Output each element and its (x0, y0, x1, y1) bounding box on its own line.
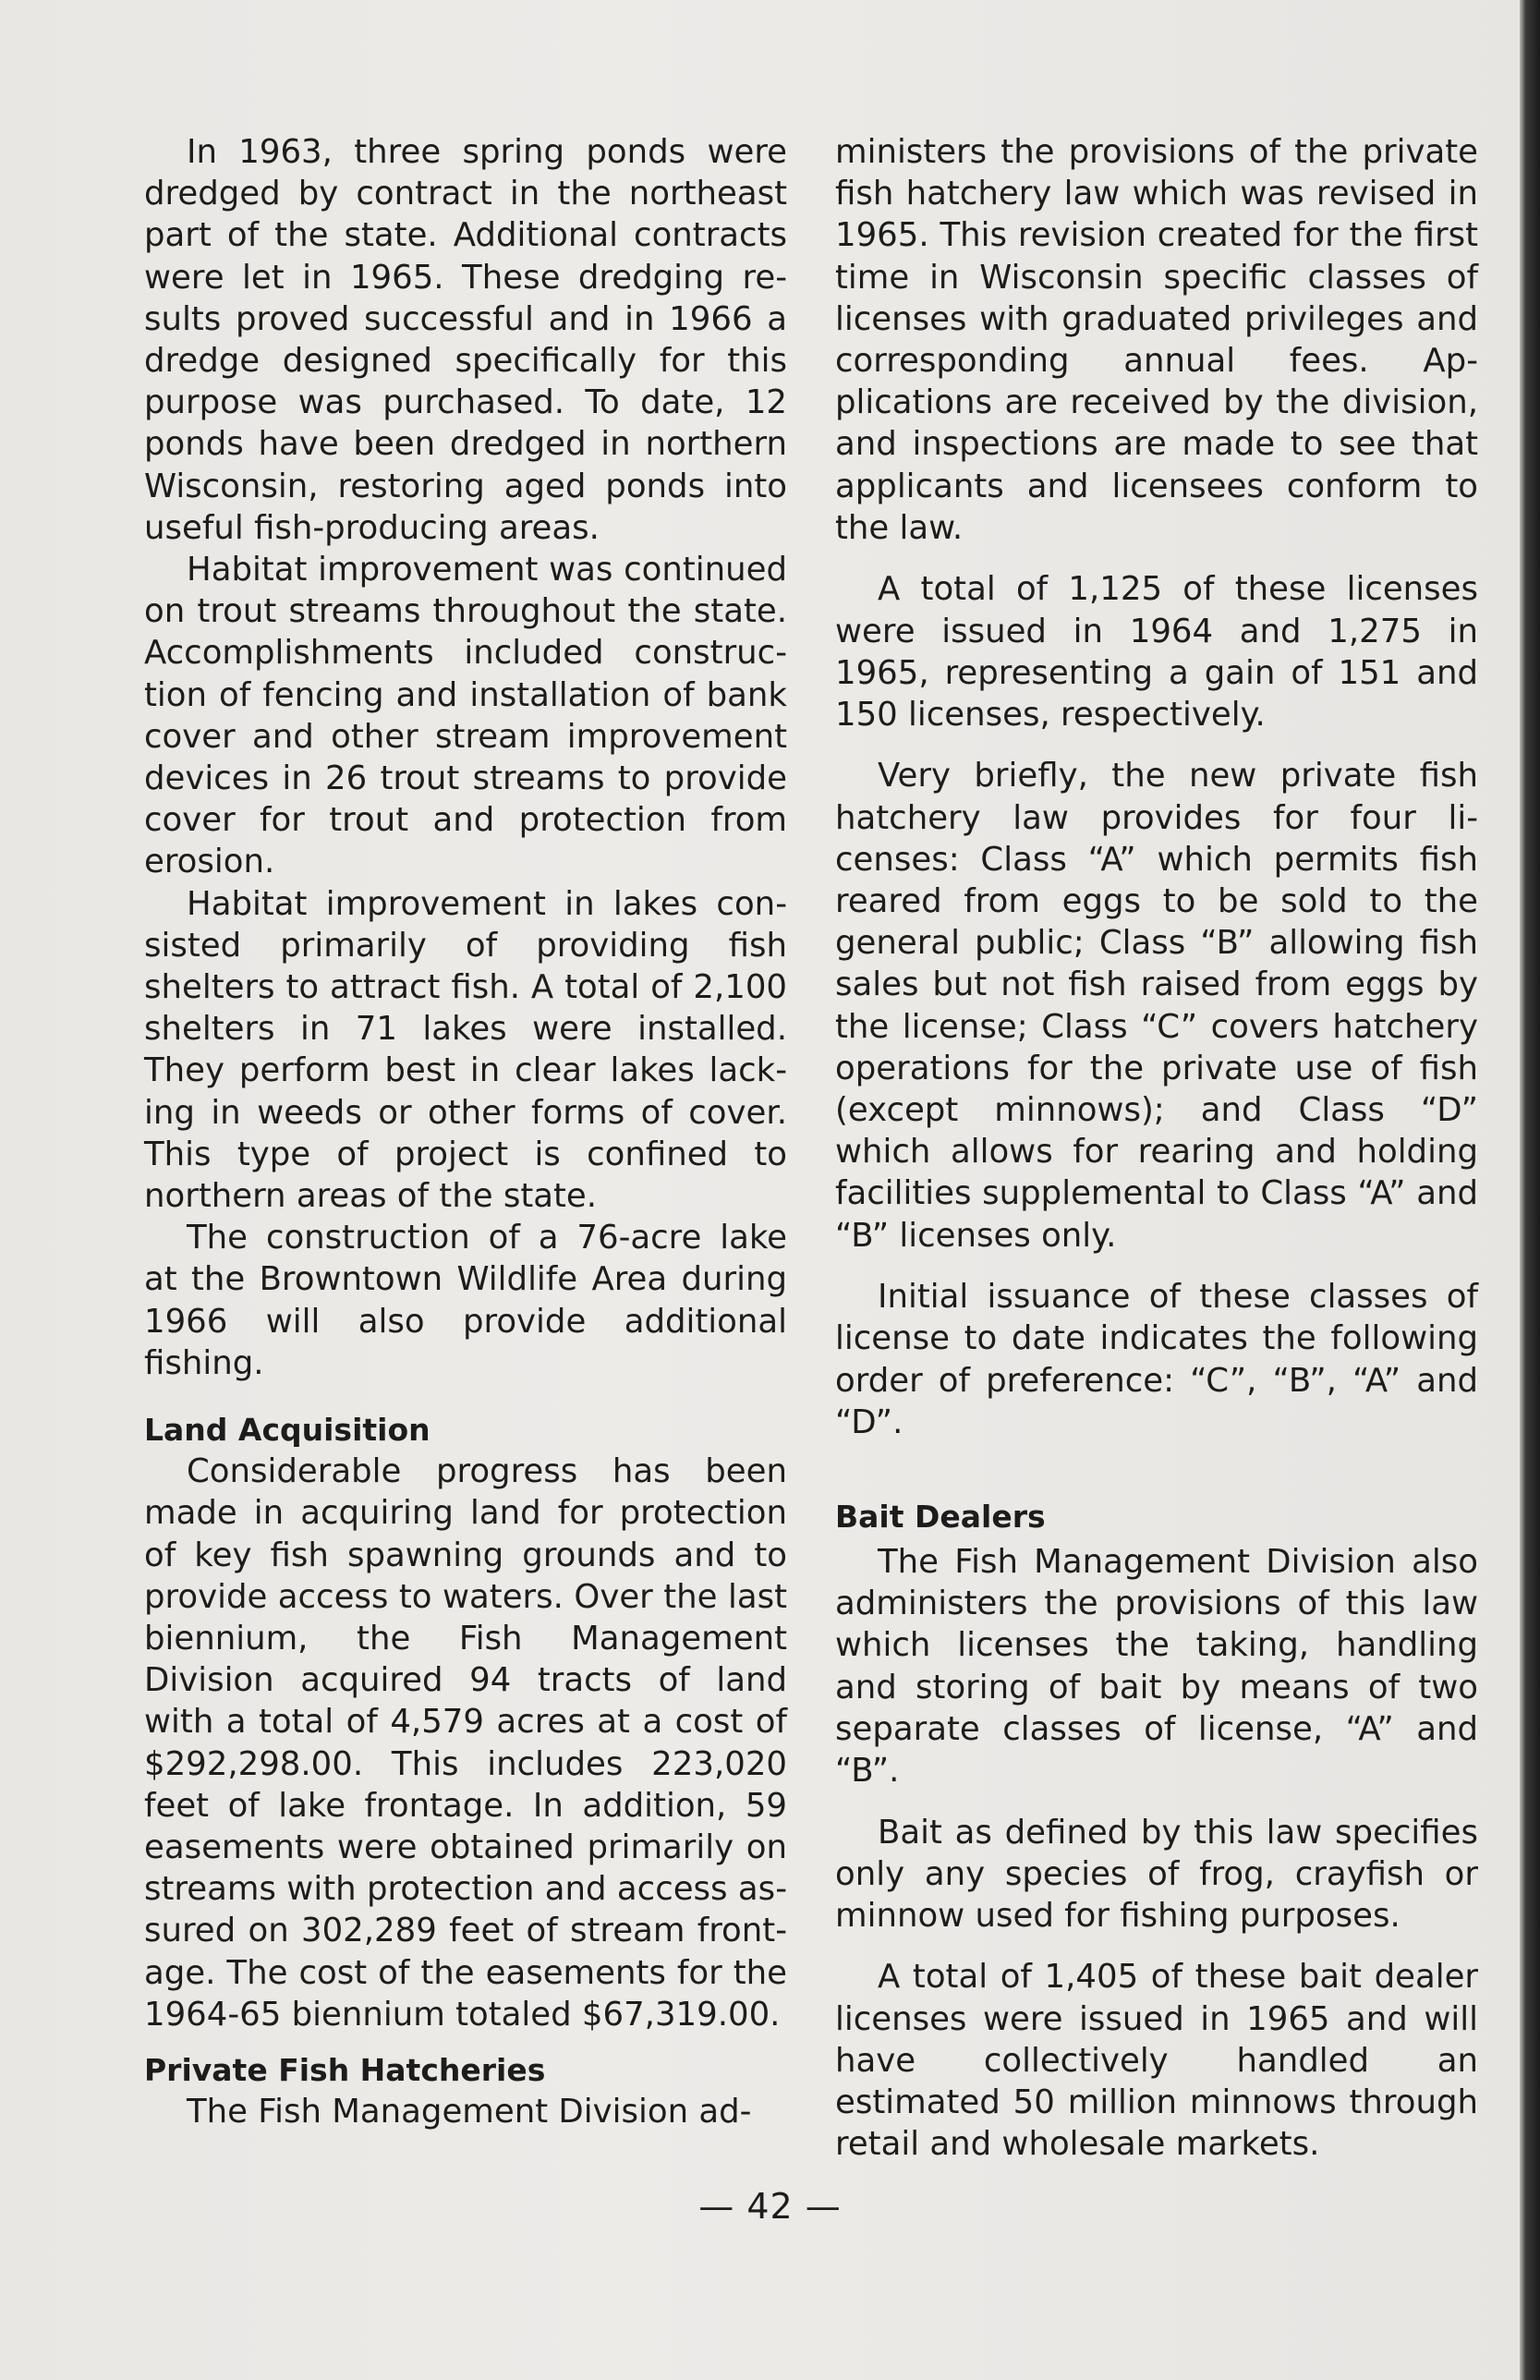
paragraph-lake-shelters: Habitat improvement in lakes consisted primarily of providing fish shelters to attract fish. A total of 2,100 shelters in 71 lakes were installed. They perform best in clear lakes lacking in weeds or other forms of cover. This type of project is confined to northern areas of the state. (144, 884, 787, 1216)
binding-edge (1520, 0, 1540, 2380)
paragraph-spring-ponds: In 1963, three spring ponds were dredged by contract in the northeast part of the state. Additional contracts were let in 1965. These dredging results proved successful and in 1966 a dredge designed specifically for this purpose was purchased. To date, 12 ponds have been dredged in northern Wisconsin, restoring aged ponds into useful fish-producing areas. (144, 133, 787, 547)
paragraph-bait-law: The Fish Management Division also administers the provisions of this law which licenses the taking, handling and storing of bait by means of two separate classes of license, “A” and “B”. (835, 1542, 1478, 1790)
heading-land-acquisition: Land Acquisition (144, 1412, 430, 1449)
page-number: — 42 — (698, 2186, 842, 2227)
paragraph-land-acquisition: Considerable progress has been made in acquiring land for protection of key fish spawning grounds and to provide access to waters. Over the last biennium, the Fish Management Division acquired 94 tracts of land with a total of 4,579 acres at a cost of $292,298.00. This includes 223,020 feet of lake frontage. In addition, 59 easements were obtained primarily on streams with protection and access assured on 302,289 feet of stream frontage. The cost of the easements for the 1964-65 biennium totaled $67,319.00. (144, 1452, 787, 2034)
right-column (835, 131, 1478, 2185)
paragraph-hatcheries-start: The Fish Management Division ad- (187, 2092, 752, 2131)
heading-private-fish-hatcheries: Private Fish Hatcheries (144, 2051, 546, 2088)
paragraph-license-classes: Very briefly, the new private fish hatchery law provides for four licenses: Class “A” which permits fish reared from eggs to be sold to the general public; Class “B” allowing fish sales but not fish raised from eggs by the license; Class “C” covers hatchery operations for the private use of fish (except minnows); and Class “D” which allows for rearing and holding facilities supplemental to Class “A” and “B” licenses only. (835, 757, 1478, 1255)
left-column (144, 131, 787, 2132)
heading-bait-dealers: Bait Dealers (835, 1498, 1046, 1535)
paragraph-hatchery-law: ministers the provisions of the private fish hatchery law which was revised in 1965. This revision created for the first time in Wisconsin specific classes of licenses with graduated privileges and corresponding annual fees. Applications are received by the division, and inspections are made to see that applicants and licensees conform to the law. (835, 133, 1478, 547)
paragraph-bait-definition: Bait as defined by this law specifies only any species of frog, crayfish or minnow used for fishing purposes. (835, 1813, 1478, 1935)
paragraph-trout-streams: Habitat improvement was continued on trout streams throughout the state. Accomplishments included construction of fencing and installation of bank cover and other stream improvement devices in 26 trout streams to provide cover for trout and protection from erosion. (144, 551, 787, 881)
paragraph-license-totals: A total of 1,125 of these licenses were issued in 1964 and 1,275 in 1965, representing a gain of 151 and 150 licenses, respectively. (835, 570, 1478, 734)
paragraph-license-preference: Initial issuance of these classes of license to date indicates the following order of preference: “C”, “B”, “A” and “D”. (835, 1278, 1478, 1441)
paragraph-browntown-lake: The construction of a 76-acre lake at the Browntown Wildlife Area during 1966 will also provide additional fishing. (144, 1219, 787, 1382)
paragraph-bait-licenses: A total of 1,405 of these bait dealer licenses were issued in 1965 and will have collectively handled an estimated 50 million minnows through retail and wholesale markets. (835, 1958, 1478, 2164)
